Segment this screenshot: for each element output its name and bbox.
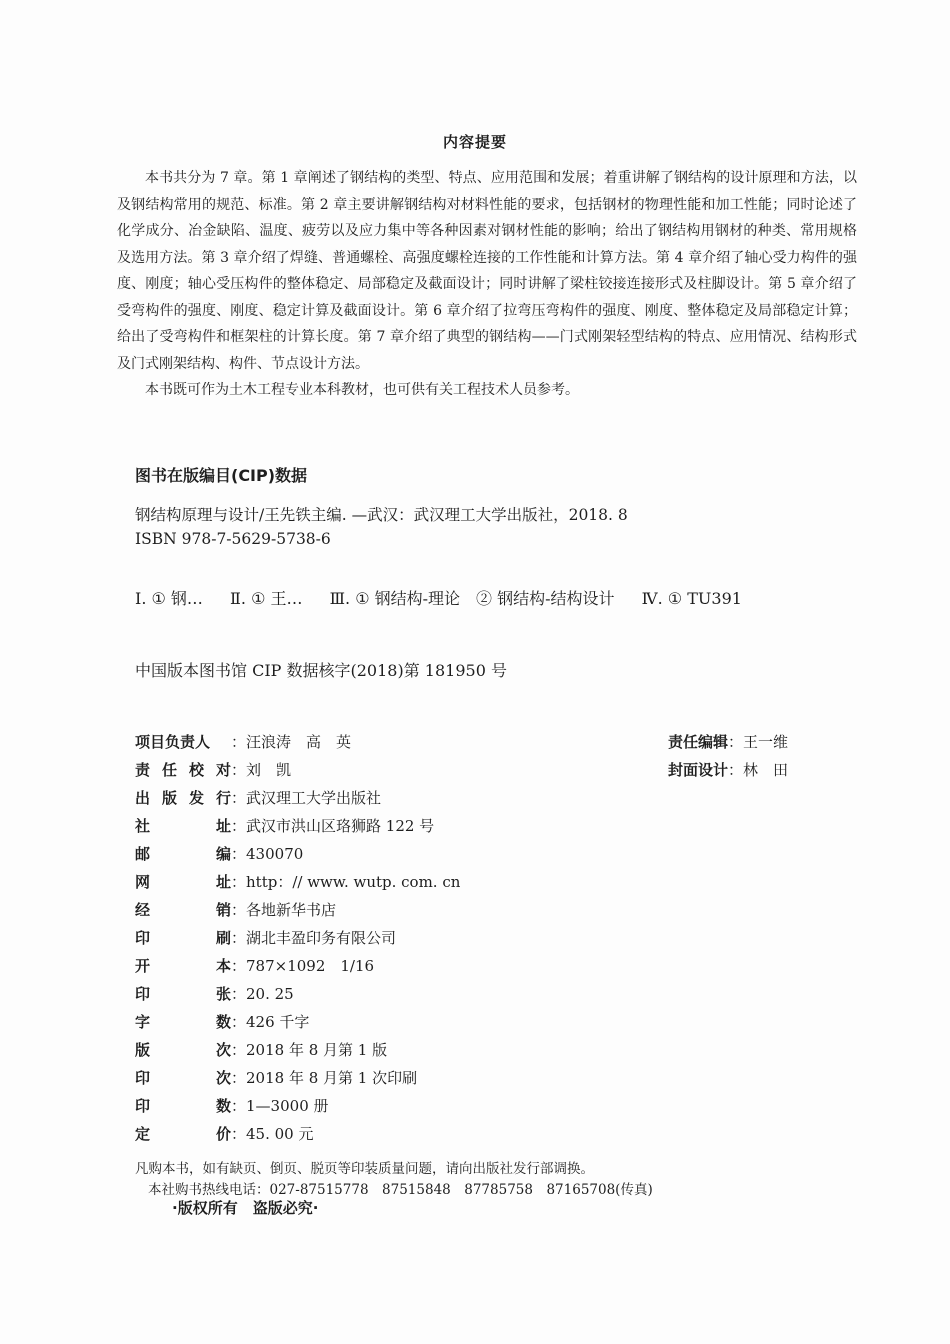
info-label: 版 次 <box>135 1041 231 1059</box>
classification-item: Ⅲ. ① 钢结构-理论 ② 钢结构-结构设计 <box>329 589 615 608</box>
info-label: 责 任 校 对 <box>135 761 231 779</box>
info-row-project-lead: 项目负责人 ：汪浪涛 高 英 <box>135 733 352 751</box>
hotline: 本社购书热线电话：027-87515778 87515848 87785758 87165708(传真) <box>148 1182 653 1198</box>
info-row-postcode: 邮 编 ：430070 <box>135 845 304 863</box>
info-label: 封面设计 <box>668 761 729 779</box>
info-label: 印 刷 <box>135 929 231 947</box>
info-value: 汪浪涛 高 英 <box>246 733 352 751</box>
rights-notice: ·版权所有 盗版必究· <box>172 1199 319 1217</box>
info-value: 武汉理工大学出版社 <box>246 789 382 807</box>
cip-record: 钢结构原理与设计/王先铁主编. —武汉：武汉理工大学出版社，2018. 8 <box>135 506 628 524</box>
cip-heading: 图书在版编目(CIP)数据 <box>135 466 308 485</box>
info-label: 开 本 <box>135 957 231 975</box>
info-value: http：// www. wutp. com. cn <box>246 873 461 891</box>
classification-item: Ⅳ. ① TU391 <box>641 589 742 608</box>
summary-paragraph: 本书共分为 7 章。第 1 章阐述了钢结构的类型、特点、应用范围和发展；着重讲解了钢结构的设计原理和方法，以及钢结构常用的规范、标准。第 2 章主要讲解钢结构对材料性能的要求，包括钢材的物理性能和加工性能；同时论述了化学成分、冶金缺陷、温度、疲劳以及应力集中等各种因素对钢材性能的影响；给出了钢结构用钢材的种类、常用规格及选用方法。第 3 章介绍了焊缝、普通螺栓、高强度螺栓连接的工作性能和计算方法。第 4 章介绍了轴心受力构件的强度、刚度；轴心受压构件的整体稳定、局部稳定及截面设计；同时讲解了梁柱铰接连接形式及柱脚设计。第 5 章介绍了受弯构件的强度、刚度、稳定计算及截面设计。第 6 章介绍了拉弯压弯构件的强度、刚度、整体稳定及局部稳定计算；给出了受弯构件和框架柱的计算长度。第 7 章介绍了典型的钢结构——门式刚架轻型结构的特点、应用情况、结构形式及门式刚架结构、构件、节点设计方法。 <box>117 170 857 372</box>
info-row-print-run: 印 数 ：1—3000 册 <box>135 1097 329 1115</box>
classification-item: Ⅰ. ① 钢… <box>135 589 203 608</box>
info-label: 印 数 <box>135 1097 231 1115</box>
info-value: 武汉市洪山区珞狮路 122 号 <box>246 817 435 835</box>
info-value: 刘 凯 <box>246 761 292 779</box>
defect-notice: 凡购本书，如有缺页、倒页、脱页等印装质量问题，请向出版社发行部调换。 <box>135 1161 594 1177</box>
info-label: 印 次 <box>135 1069 231 1087</box>
info-row-cover-design: 封面设计：林 田 <box>668 761 789 779</box>
info-row-distributor: 经 销 ：各地新华书店 <box>135 901 337 919</box>
info-value: 20. 25 <box>246 985 294 1003</box>
info-label: 字 数 <box>135 1013 231 1031</box>
info-label: 经 销 <box>135 901 231 919</box>
info-row-price: 定 价 ：45. 00 元 <box>135 1125 314 1143</box>
info-row-format: 开 本 ：787×1092 1/16 <box>135 957 375 975</box>
classification-item: Ⅱ. ① 王… <box>230 589 303 608</box>
info-label: 责任编辑 <box>668 733 729 751</box>
isbn: ISBN 978-7-5629-5738-6 <box>135 530 331 548</box>
info-row-word-count: 字 数 ：426 千字 <box>135 1013 310 1031</box>
info-label: 定 价 <box>135 1125 231 1143</box>
cip-number: 中国版本图书馆 CIP 数据核字(2018)第 181950 号 <box>135 661 507 680</box>
info-label: 印 张 <box>135 985 231 1003</box>
info-value: 430070 <box>246 845 304 863</box>
info-value: 45. 00 元 <box>246 1125 314 1143</box>
info-label: 网 址 <box>135 873 231 891</box>
info-row-sheets: 印 张 ：20. 25 <box>135 985 294 1003</box>
info-value: 2018 年 8 月第 1 次印刷 <box>246 1069 418 1087</box>
info-row-editor: 责任编辑：王一维 <box>668 733 789 751</box>
info-value: 2018 年 8 月第 1 版 <box>246 1041 388 1059</box>
info-label: 出 版 发 行 <box>135 789 231 807</box>
info-value: 787×1092 1/16 <box>246 957 375 975</box>
info-row-address: 社 址 ：武汉市洪山区珞狮路 122 号 <box>135 817 435 835</box>
info-row-printing: 印 次 ：2018 年 8 月第 1 次印刷 <box>135 1069 418 1087</box>
info-value: 各地新华书店 <box>246 901 337 919</box>
info-row-publisher: 出 版 发 行 ：武汉理工大学出版社 <box>135 789 382 807</box>
info-value: 王一维 <box>743 733 789 751</box>
info-label: 邮 编 <box>135 845 231 863</box>
summary-paragraph: 本书既可作为土木工程专业本科教材，也可供有关工程技术人员参考。 <box>145 382 579 398</box>
cip-classification <box>135 586 764 609</box>
info-row-website: 网 址 ：http：// www. wutp. com. cn <box>135 873 461 891</box>
info-value: 1—3000 册 <box>246 1097 329 1115</box>
info-value: 林 田 <box>743 761 789 779</box>
info-value: 426 千字 <box>246 1013 310 1031</box>
info-row-edition: 版 次 ：2018 年 8 月第 1 版 <box>135 1041 388 1059</box>
info-label: 项目负责人 <box>135 733 211 751</box>
summary-body <box>117 165 857 404</box>
info-value: 湖北丰盈印务有限公司 <box>246 929 397 947</box>
info-row-proofreader: 责 任 校 对 ：刘 凯 <box>135 761 292 779</box>
summary-title: 内容提要 <box>442 133 507 151</box>
info-row-printer: 印 刷 ：湖北丰盈印务有限公司 <box>135 929 397 947</box>
info-label: 社 址 <box>135 817 231 835</box>
